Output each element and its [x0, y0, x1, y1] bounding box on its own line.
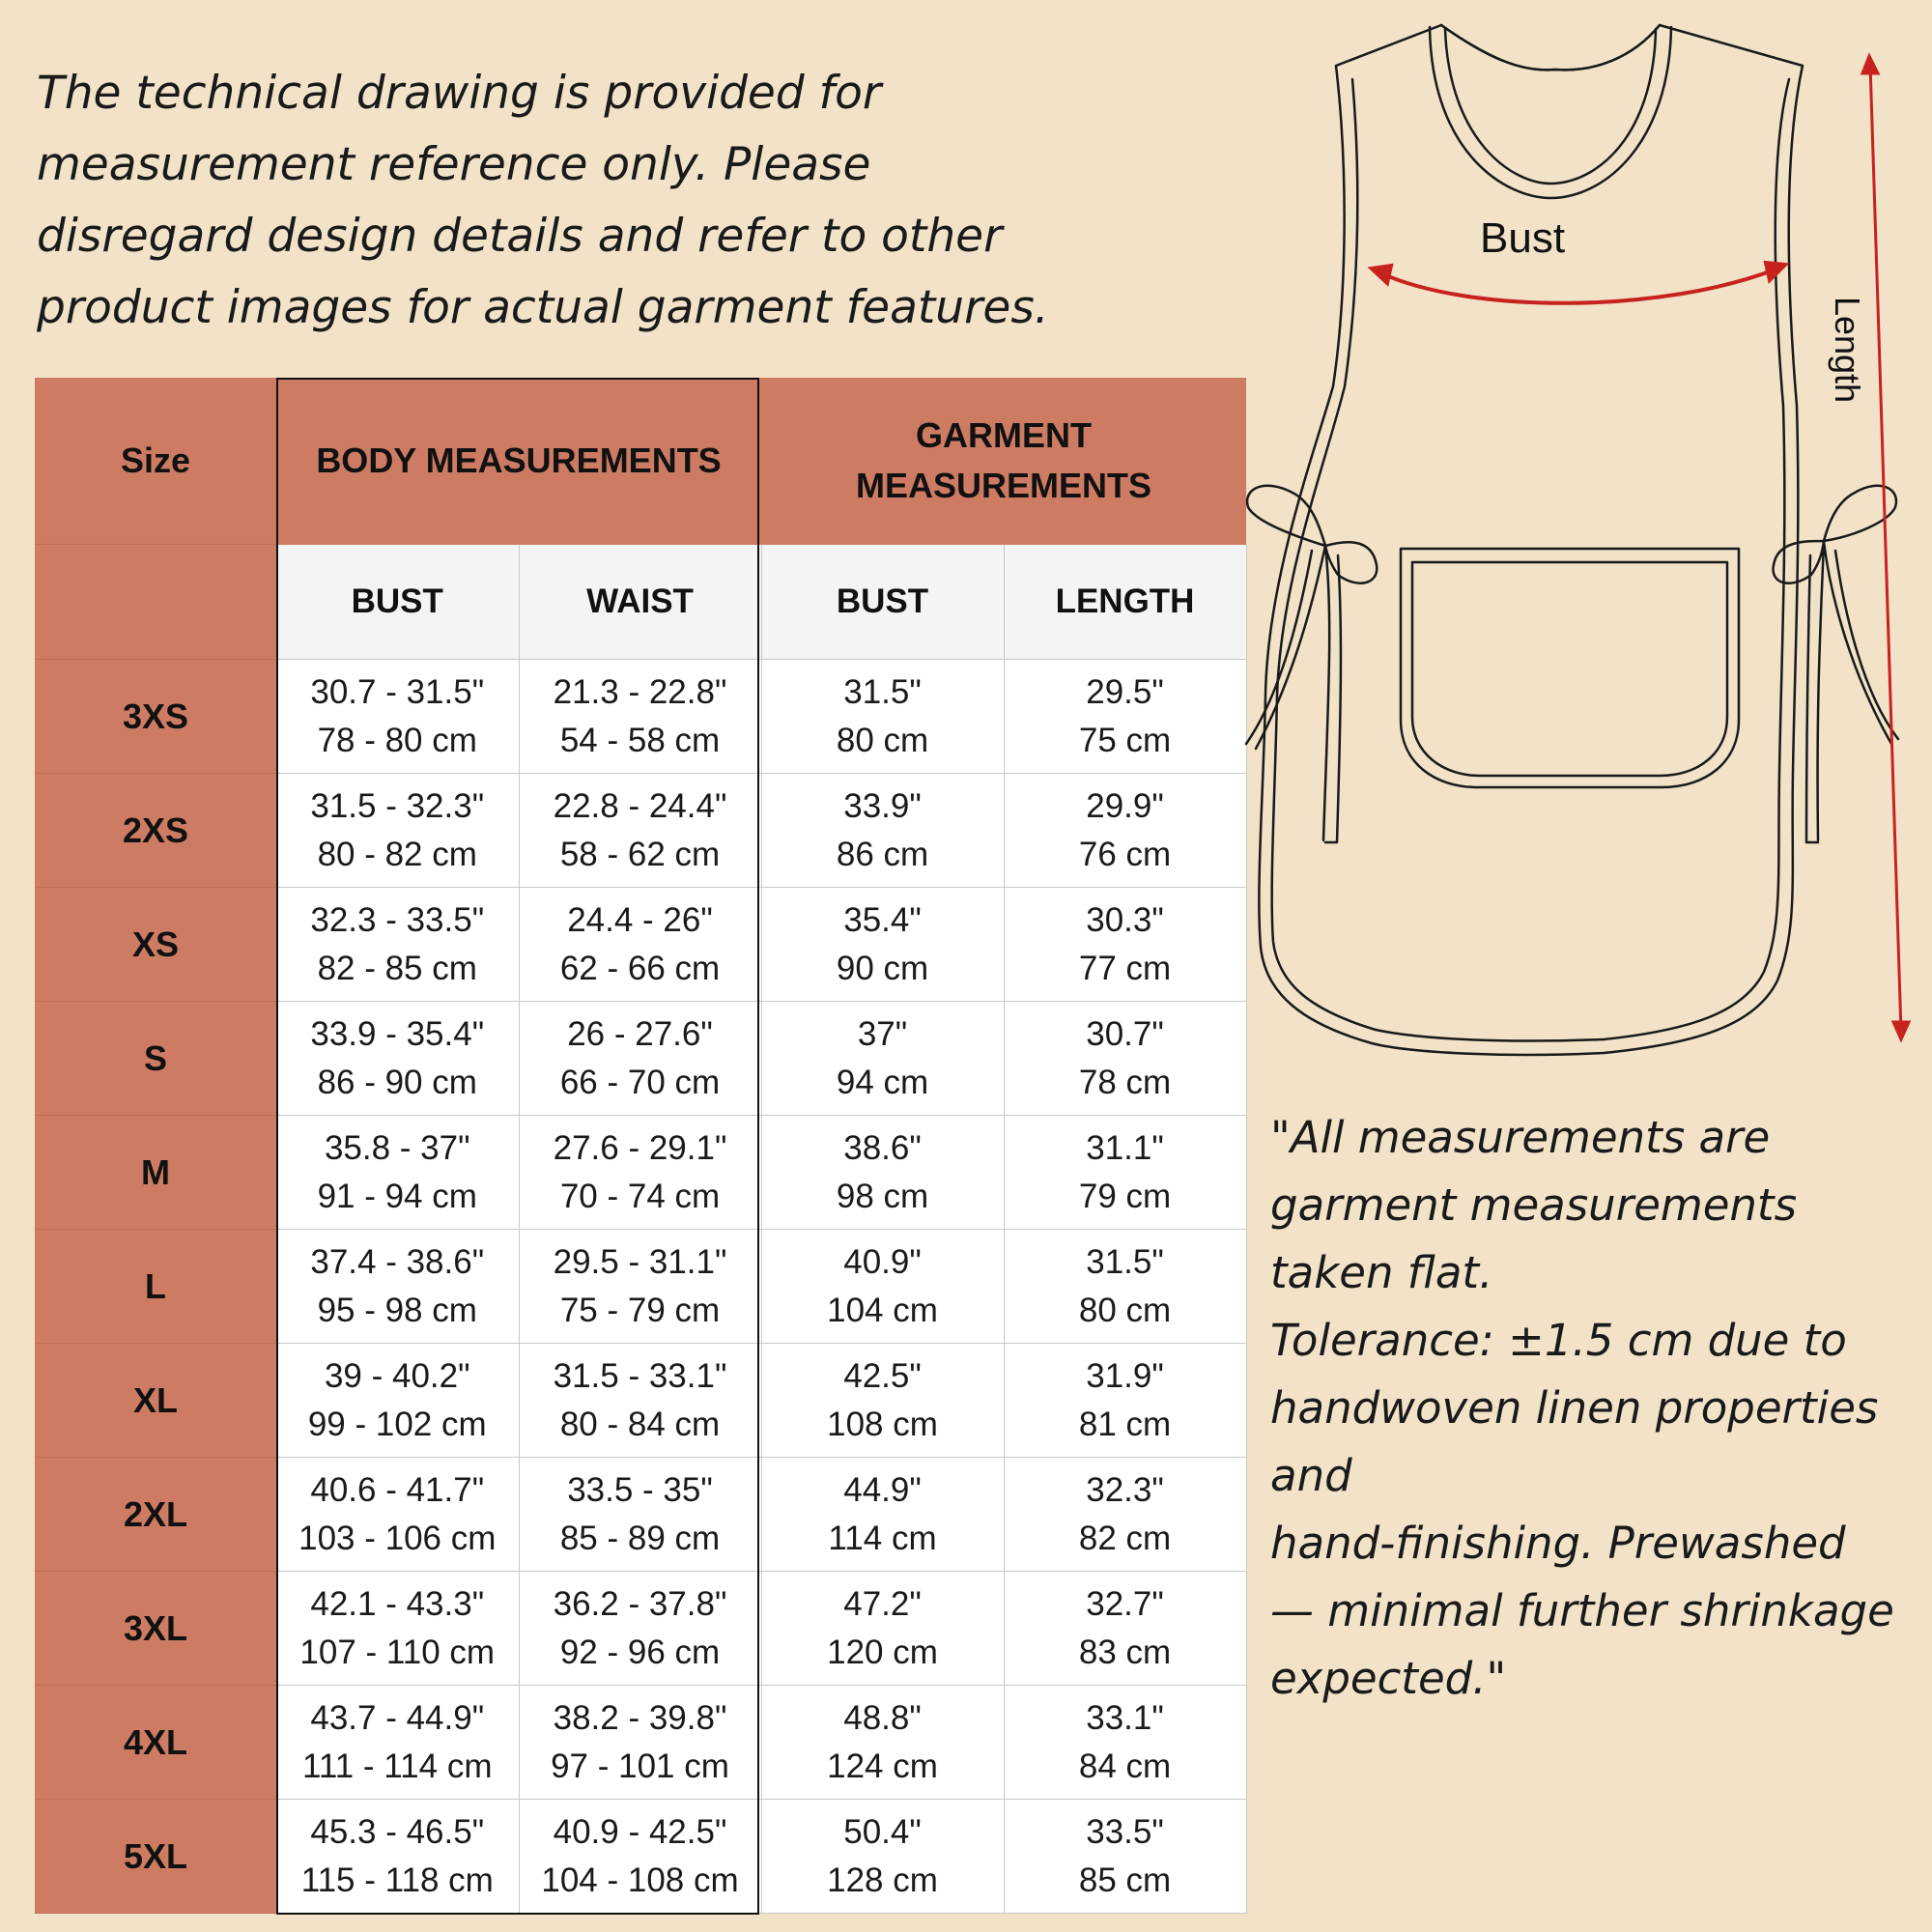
table-row — [35, 1800, 1246, 1914]
value-inches: 38.2 - 39.8" — [553, 1698, 727, 1737]
subheader-corner — [35, 545, 276, 660]
cell-body-bust — [276, 1686, 519, 1800]
value-cm: 107 - 110 cm — [299, 1633, 496, 1671]
cell-garment-length — [1004, 1572, 1246, 1686]
value-cm: 128 cm — [827, 1861, 938, 1899]
cell-garment-bust — [761, 1686, 1004, 1800]
cell-body-waist — [519, 1344, 761, 1458]
value-cm: 111 - 114 cm — [302, 1747, 493, 1785]
value-cm: 97 - 101 cm — [551, 1747, 729, 1785]
value-cm: 62 - 66 cm — [559, 949, 721, 987]
value-cm: 76 cm — [1078, 835, 1172, 873]
cell-body-waist — [519, 1572, 761, 1686]
cell-garment-bust — [761, 1572, 1004, 1686]
note-line: and — [1270, 1450, 1352, 1501]
value-cm: 85 cm — [1078, 1861, 1172, 1899]
cell-body-bust — [276, 774, 519, 888]
col-garment-length: LENGTH — [1004, 545, 1246, 660]
note-line: expected." — [1270, 1653, 1507, 1704]
value-inches: 33.9 - 35.4" — [310, 1014, 485, 1053]
value-cm: 95 - 98 cm — [317, 1291, 477, 1329]
value-inches: 24.4 - 26" — [567, 900, 713, 939]
table-row — [35, 660, 1246, 774]
table-subheader-row — [35, 545, 1246, 660]
cell-garment-bust — [761, 774, 1004, 888]
value-cm: 83 cm — [1078, 1633, 1172, 1671]
size-chart-table — [35, 378, 1247, 1914]
size-label: XS — [35, 888, 276, 1002]
value-cm: 86 cm — [836, 835, 929, 873]
table-row — [35, 1686, 1246, 1800]
value-inches: 30.7 - 31.5" — [310, 672, 485, 711]
value-inches: 42.5" — [843, 1356, 922, 1395]
value-cm: 124 cm — [827, 1747, 938, 1785]
cell-garment-bust — [761, 660, 1004, 774]
table-row — [35, 888, 1246, 1002]
value-inches: 31.1" — [1086, 1128, 1164, 1167]
bust-arrow — [1372, 263, 1785, 303]
size-label: L — [35, 1230, 276, 1344]
value-inches: 31.5" — [1086, 1242, 1164, 1281]
table-row — [35, 1002, 1246, 1116]
size-label: S — [35, 1002, 276, 1116]
value-inches: 29.5" — [1086, 672, 1164, 711]
cell-body-waist — [519, 888, 761, 1002]
value-cm: 103 - 106 cm — [298, 1519, 497, 1557]
cell-body-waist — [519, 1002, 761, 1116]
cell-garment-length — [1004, 1002, 1246, 1116]
size-label: 3XL — [35, 1572, 276, 1686]
table-row — [35, 774, 1246, 888]
value-cm: 82 cm — [1078, 1519, 1172, 1557]
value-inches: 29.9" — [1086, 786, 1164, 825]
value-cm: 84 cm — [1078, 1747, 1172, 1785]
value-inches: 45.3 - 46.5" — [310, 1812, 485, 1851]
cell-garment-bust — [761, 1800, 1004, 1914]
value-cm: 94 cm — [836, 1063, 929, 1101]
value-inches: 31.5 - 33.1" — [553, 1356, 727, 1395]
value-inches: 31.9" — [1086, 1356, 1164, 1395]
cell-garment-bust — [761, 888, 1004, 1002]
value-inches: 38.6" — [843, 1128, 922, 1167]
value-inches: 35.8 - 37" — [324, 1128, 470, 1167]
value-inches: 39 - 40.2" — [324, 1356, 470, 1395]
cell-body-waist — [519, 1116, 761, 1230]
length-label: Length — [1828, 296, 1867, 404]
cell-body-bust — [276, 1800, 519, 1914]
value-cm: 114 cm — [828, 1519, 937, 1557]
value-inches: 40.9 - 42.5" — [553, 1812, 727, 1851]
value-cm: 79 cm — [1078, 1177, 1172, 1215]
note-line: Tolerance: ±1.5 cm due to — [1270, 1315, 1847, 1366]
col-garment-bust: BUST — [761, 545, 1004, 660]
note-line: handwoven linen properties — [1270, 1382, 1879, 1434]
cell-garment-bust — [761, 1002, 1004, 1116]
table-row — [35, 1230, 1246, 1344]
cell-body-bust — [276, 1458, 519, 1572]
neckline — [1430, 27, 1671, 198]
value-inches: 33.9" — [843, 786, 922, 825]
value-cm: 70 - 74 cm — [559, 1177, 721, 1215]
table-row — [35, 1572, 1246, 1686]
cell-garment-bust — [761, 1344, 1004, 1458]
value-cm: 78 cm — [1078, 1063, 1172, 1101]
value-inches: 40.6 - 41.7" — [310, 1470, 485, 1509]
apron-technical-drawing — [1236, 14, 1913, 1087]
value-cm: 120 cm — [827, 1633, 938, 1671]
value-inches: 37" — [857, 1014, 908, 1053]
value-cm: 75 cm — [1078, 721, 1172, 759]
value-cm: 78 - 80 cm — [317, 721, 477, 759]
pocket — [1401, 549, 1739, 787]
cell-body-waist — [519, 774, 761, 888]
col-body-waist: WAIST — [519, 545, 761, 660]
cell-garment-length — [1004, 1458, 1246, 1572]
value-inches: 33.1" — [1086, 1698, 1164, 1737]
length-arrow — [1862, 56, 1909, 1039]
value-inches: 50.4" — [843, 1812, 922, 1851]
value-cm: 104 cm — [827, 1291, 938, 1329]
value-inches: 32.7" — [1086, 1584, 1164, 1623]
cell-body-bust — [276, 1572, 519, 1686]
size-label: 2XL — [35, 1458, 276, 1572]
note-line: taken flat. — [1270, 1247, 1493, 1298]
cell-garment-bust — [761, 1116, 1004, 1230]
cell-body-waist — [519, 660, 761, 774]
value-cm: 98 cm — [836, 1177, 929, 1215]
value-inches: 31.5 - 32.3" — [310, 786, 485, 825]
value-inches: 33.5" — [1086, 1812, 1164, 1851]
value-inches: 33.5 - 35" — [567, 1470, 713, 1509]
value-cm: 66 - 70 cm — [559, 1063, 721, 1101]
cell-garment-length — [1004, 888, 1246, 1002]
table-header-row — [35, 378, 1246, 545]
value-inches: 26 - 27.6" — [567, 1014, 713, 1053]
cell-body-bust — [276, 1116, 519, 1230]
size-header: Size — [35, 378, 276, 545]
size-label: 3XS — [35, 660, 276, 774]
value-cm: 115 - 118 cm — [300, 1861, 494, 1899]
value-inches: 43.7 - 44.9" — [310, 1698, 485, 1737]
note-line: garment measurements — [1270, 1179, 1798, 1231]
left-tie — [1246, 486, 1377, 842]
cell-body-waist — [519, 1230, 761, 1344]
cell-body-waist — [519, 1458, 761, 1572]
note-line: — minimal further shrinkage — [1270, 1585, 1894, 1636]
value-inches: 48.8" — [843, 1698, 922, 1737]
value-inches: 35.4" — [843, 900, 922, 939]
value-inches: 30.7" — [1086, 1014, 1164, 1053]
body-measurements-header: BODY MEASUREMENTS — [276, 378, 761, 545]
table-row — [35, 1116, 1246, 1230]
value-cm: 104 - 108 cm — [541, 1861, 739, 1899]
size-label: 4XL — [35, 1686, 276, 1800]
cell-body-waist — [519, 1800, 761, 1914]
garment-header-line2: MEASUREMENTS — [856, 466, 1152, 506]
cell-body-bust — [276, 1344, 519, 1458]
cell-garment-length — [1004, 1230, 1246, 1344]
value-cm: 108 cm — [827, 1405, 938, 1443]
value-inches: 40.9" — [843, 1242, 922, 1281]
value-cm: 91 - 94 cm — [317, 1177, 477, 1215]
size-label: XL — [35, 1344, 276, 1458]
note-line: "All measurements are — [1270, 1112, 1771, 1163]
value-cm: 85 - 89 cm — [559, 1519, 721, 1557]
value-cm: 82 - 85 cm — [317, 949, 477, 987]
value-inches: 30.3" — [1086, 900, 1164, 939]
value-cm: 75 - 79 cm — [559, 1291, 721, 1329]
intro-text: The technical drawing is provided for measurement reference only. Please disregard design details and refer to other product images for actual garment features. — [37, 67, 1049, 334]
value-cm: 90 cm — [836, 949, 929, 987]
value-cm: 80 cm — [1078, 1291, 1172, 1329]
value-inches: 36.2 - 37.8" — [553, 1584, 727, 1623]
measurement-note — [1270, 1104, 1908, 1713]
cell-garment-length — [1004, 1800, 1246, 1914]
cell-body-waist — [519, 1686, 761, 1800]
value-cm: 80 cm — [836, 721, 929, 759]
size-label: M — [35, 1116, 276, 1230]
value-cm: 58 - 62 cm — [559, 835, 721, 873]
cell-garment-length — [1004, 774, 1246, 888]
value-cm: 92 - 96 cm — [559, 1633, 721, 1671]
garment-header-line1: GARMENT — [916, 415, 1093, 456]
value-cm: 99 - 102 cm — [307, 1405, 487, 1443]
cell-garment-length — [1004, 660, 1246, 774]
value-inches: 42.1 - 43.3" — [310, 1584, 485, 1623]
value-inches: 31.5" — [843, 672, 922, 711]
value-inches: 37.4 - 38.6" — [310, 1242, 485, 1281]
cell-garment-length — [1004, 1344, 1246, 1458]
cell-garment-length — [1004, 1686, 1246, 1800]
value-inches: 44.9" — [843, 1470, 922, 1509]
bust-label: Bust — [1480, 214, 1566, 262]
value-cm: 80 - 84 cm — [559, 1405, 721, 1443]
note-line: hand-finishing. Prewashed — [1270, 1518, 1846, 1569]
value-inches: 32.3 - 33.5" — [310, 900, 485, 939]
garment-measurements-header — [761, 378, 1246, 545]
cell-body-bust — [276, 888, 519, 1002]
value-inches: 47.2" — [843, 1584, 922, 1623]
value-inches: 22.8 - 24.4" — [553, 786, 727, 825]
cell-garment-length — [1004, 1116, 1246, 1230]
value-inches: 29.5 - 31.1" — [553, 1242, 727, 1281]
value-cm: 77 cm — [1078, 949, 1172, 987]
value-cm: 54 - 58 cm — [559, 721, 721, 759]
cell-body-bust — [276, 1230, 519, 1344]
table-row — [35, 1344, 1246, 1458]
value-inches: 27.6 - 29.1" — [553, 1128, 727, 1167]
value-cm: 80 - 82 cm — [317, 835, 477, 873]
col-body-bust: BUST — [276, 545, 519, 660]
value-cm: 81 cm — [1078, 1405, 1172, 1443]
size-label: 2XS — [35, 774, 276, 888]
table-row — [35, 1458, 1246, 1572]
cell-garment-bust — [761, 1458, 1004, 1572]
cell-body-bust — [276, 660, 519, 774]
size-label: 5XL — [35, 1800, 276, 1914]
cell-garment-bust — [761, 1230, 1004, 1344]
value-cm: 86 - 90 cm — [317, 1063, 477, 1101]
value-inches: 32.3" — [1086, 1470, 1164, 1509]
value-inches: 21.3 - 22.8" — [553, 672, 727, 711]
cell-body-bust — [276, 1002, 519, 1116]
